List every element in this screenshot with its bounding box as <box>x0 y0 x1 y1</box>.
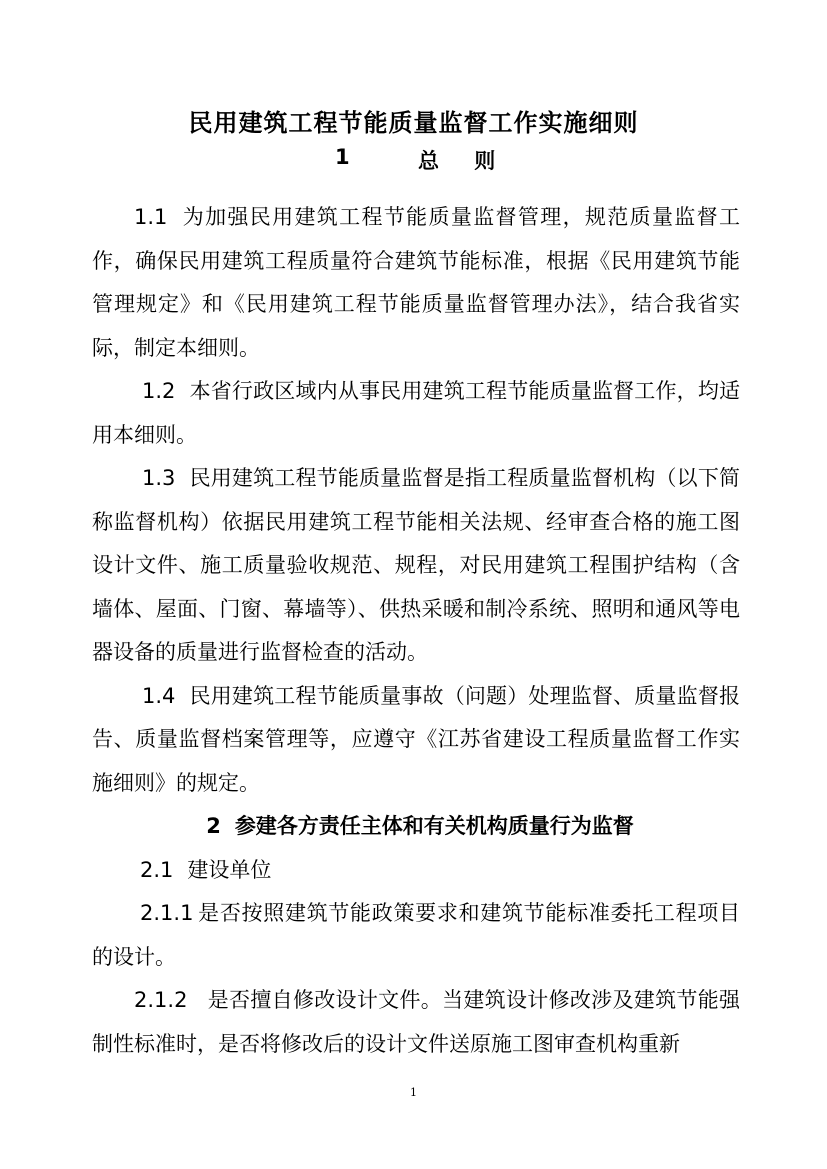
chapter-2-number: 2 <box>206 814 221 838</box>
document-body <box>92 196 740 1066</box>
paragraph-number: 1.1 <box>134 205 168 229</box>
item-2-1-2 <box>92 979 740 1066</box>
chapter-2-heading <box>92 805 740 849</box>
section-number: 2.1 <box>140 857 174 882</box>
item-2-1-1 <box>92 892 740 979</box>
item-number: 2.1.1 <box>140 901 194 925</box>
chapter-2-title: 参建各方责任主体和有关机构质量行为监督 <box>234 814 634 838</box>
section-2-1-heading <box>92 849 740 893</box>
paragraph-1-1 <box>92 196 740 370</box>
chapter-1-number: 1 <box>335 145 350 169</box>
chapter-1-heading <box>0 145 827 175</box>
chapter-1-title: 总 则 <box>418 149 510 173</box>
paragraph-text: 民用建筑工程节能质量监督是指工程质量监督机构（以下简称监督机构）依据民用建筑工程节能相关法规、经审查合格的施工图设计文件、施工质量验收规范、规程，对民用建筑工程围护结构（含墙体、屋面、门窗、幕墙等）、供热采暖和制冷系统、照明和通风等电器设备的质量进行监督检查的活动。 <box>92 466 740 664</box>
paragraph-text: 为加强民用建筑工程节能质量监督管理，规范质量监督工作，确保民用建筑工程质量符合建筑节能标准，根据《民用建筑节能管理规定》和《民用建筑工程节能质量监督管理办法》，结合我省实际，制定本细则。 <box>92 205 740 360</box>
paragraph-number: 1.3 <box>142 466 176 490</box>
paragraph-1-3 <box>92 457 740 675</box>
item-text: 是否擅自修改设计文件。当建筑设计修改涉及建筑节能强制性标准时，是否将修改后的设计文件送原施工图审查机构重新 <box>92 988 740 1056</box>
paragraph-number: 1.2 <box>142 379 176 403</box>
page-number: 1 <box>410 1086 417 1099</box>
paragraph-text: 本省行政区域内从事民用建筑工程节能质量监督工作，均适用本细则。 <box>92 379 740 447</box>
section-title: 建设单位 <box>187 857 272 882</box>
paragraph-number: 1.4 <box>142 683 176 708</box>
document-title: 民用建筑工程节能质量监督工作实施细则 <box>188 109 639 137</box>
item-text: 是否按照建筑节能政策要求和建筑节能标准委托工程项目的设计。 <box>92 901 740 969</box>
paragraph-text: 民用建筑工程节能质量事故（问题）处理监督、质量监督报告、质量监督档案管理等，应遵守《江苏省建设工程质量监督工作实施细则》的规定。 <box>92 683 740 795</box>
paragraph-1-4 <box>92 675 740 806</box>
item-number: 2.1.2 <box>134 988 188 1012</box>
paragraph-1-2 <box>92 370 740 457</box>
